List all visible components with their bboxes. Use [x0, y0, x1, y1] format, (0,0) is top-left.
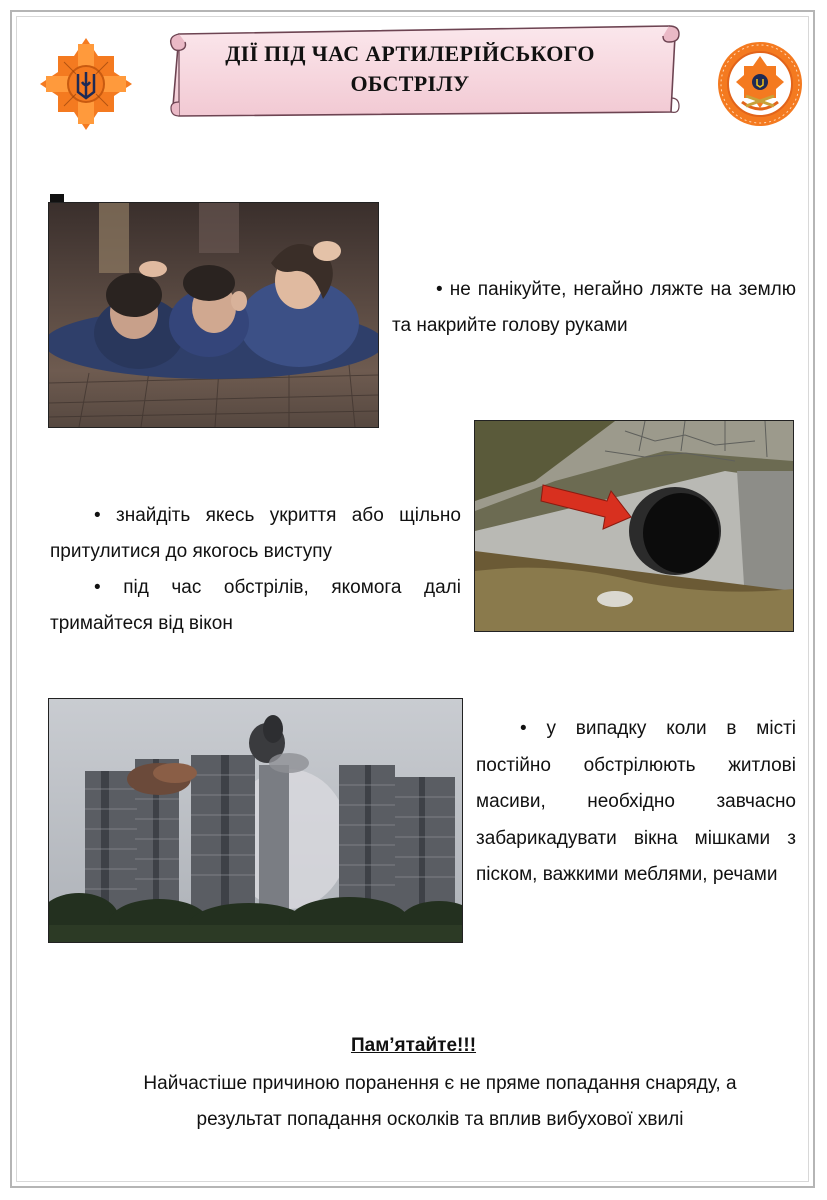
bullet-block-2 [50, 498, 461, 642]
page-title [180, 39, 640, 99]
closing-note [100, 1066, 780, 1138]
bullet-text: • у випадку коли в місті постійно обстрілюють житлові масиви, необхідно завчасно забарикадувати вікна мішками з піском, важкими меблями, речами [476, 718, 796, 885]
dsns-emblem-icon [38, 36, 134, 132]
bullet-text: • не панікуйте, негайно ляжте на землю та накрийте голову руками [392, 279, 796, 336]
photo-shelled-apartment-blocks [48, 698, 463, 943]
rescue-service-seal-icon [716, 38, 804, 130]
closing-note-line-2: результат попадання осколків та вплив вибухової хвилі [196, 1109, 684, 1130]
page-title-line-2: ОБСТРІЛУ [350, 71, 470, 96]
bullet-text: • знайдіть якесь укриття або щільно притулитися до якогось виступу [50, 505, 461, 562]
photo-people-lying-on-ground [48, 202, 379, 428]
bullet-block-3 [476, 711, 796, 894]
page-title-line-1: ДІЇ ПІД ЧАС АРТИЛЕРІЙСЬКОГО [225, 41, 595, 66]
remember-heading: Пам’ятайте!!! [350, 1035, 477, 1056]
photo-drainage-culvert-shelter [474, 420, 794, 632]
bullet-block-1 [392, 272, 796, 344]
closing-note-line-1: Найчастіше причиною поранення є не пряме попадання снаряду, а [143, 1073, 737, 1094]
bullet-text: • під час обстрілів, якомога далі тримайтеся від вікон [50, 577, 461, 634]
